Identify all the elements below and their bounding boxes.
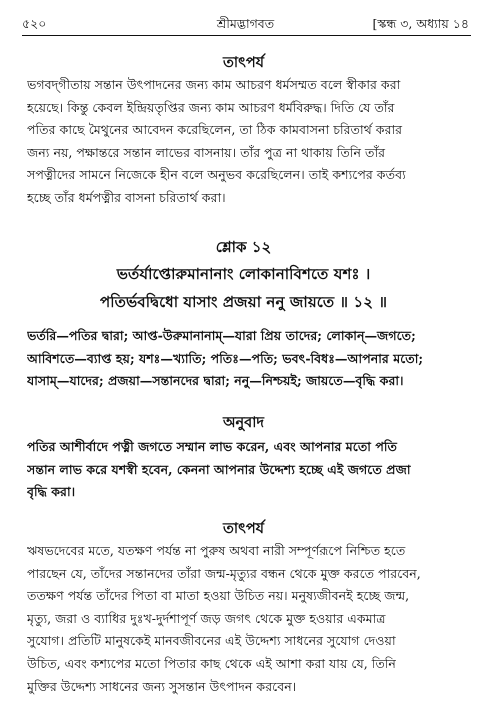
translation-paragraph	[27, 436, 465, 504]
purport-heading-2: তাৎপর্য	[222, 520, 265, 537]
purport-paragraph-2	[27, 540, 465, 698]
synonym-line: আবিশতে—ব্যাপ্ত হয়; যশঃ—খ্যাতি; পতিঃ—পতি; ভবৎ-বিধঃ—আপনার মতো;	[27, 350, 424, 366]
text-line: সন্তান লাভ করে যশস্বী হবেন, কেননা আপনার উদ্দেশ্য হচ্ছে এই জগতে প্রজা	[27, 461, 411, 477]
text-line: সপত্নীদের সামনে নিজেকে হীন বলে অনুভব করেছিলেন। তাই কশ্যপের কর্তব্য	[27, 167, 406, 183]
header-rule	[22, 35, 471, 36]
synonym-line: ভর্তরি—পতির দ্বারা; আপ্ত-উরুমানানাম্—যারা প্রিয় তাদের; লোকান্—জগতে;	[27, 328, 416, 343]
text-line: পতির কাছে মৈথুনের আবেদন করেছিলেন, তা ঠিক কামবাসনা চরিতার্থ করার	[27, 122, 403, 138]
text-line: বৃদ্ধি করা।	[27, 484, 76, 500]
text-line: ততক্ষণ পর্যন্ত তাঁদের পিতা বা মাতা হওয়া উচিত নয়। মনুষ্যজীবনই হচ্ছে জন্ম,	[27, 588, 410, 604]
canto-chapter-label: [স্কন্ধ ৩, অধ্যায় ১৪	[372, 16, 469, 31]
translation-heading: অনুবাদ	[222, 414, 265, 431]
page-number: ৫২০	[22, 16, 47, 31]
synonyms-block	[27, 325, 465, 393]
verse-line: ভর্তর্যাপ্তোরুমানানাং লোকানাবিশতে যশঃ ।	[116, 265, 371, 283]
text-line: পারছেন যে, তাঁদের সন্তানদের তাঁরা জন্ম-মৃত্যুর বন্ধন থেকে মুক্ত করতে পারবেন,	[27, 565, 421, 581]
text-line: উচিত, এবং কশ্যপের মতো পিতার কাছ থেকে এই আশা করা যায় যে, তিনি	[27, 655, 396, 671]
text-line: হচ্ছে তাঁর ধর্মপত্নীর বাসনা চরিতার্থ করা।	[27, 189, 226, 205]
text-line: ঋষভদেবের মতে, যতক্ষণ পর্যন্ত না পুরুষ অথবা নারী সম্পূর্ণরূপে নিশ্চিত হতে	[27, 543, 406, 558]
purport-heading-1: তাৎপর্য	[222, 54, 265, 71]
text-line: মৃত্যু, জরা ও ব্যাধির দুঃখ-দুর্দশাপূর্ণ জড় জগৎ থেকে মুক্ত হওয়ার একমাত্র	[27, 610, 386, 626]
text-line: ভগবদ্‌গীতায় সন্তান উৎপাদনের জন্য কাম আচরণ ধর্মসম্মত বলে স্বীকার করা	[27, 77, 401, 92]
text-line: হয়েছে। কিন্তু কেবল ইন্দ্রিয়তৃপ্তির জন্য কাম আচরণ ধর্মবিরুদ্ধ। দিতি যে তাঁর	[27, 99, 395, 115]
text-line: জন্য নয়, পক্ষান্তরে সন্তান লাভের বাসনায়। তাঁর পুত্র না থাকায় তিনি তাঁর	[27, 144, 386, 160]
book-title: শ্রীমদ্ভাগবত	[216, 16, 275, 31]
verse-number-heading: শ্লোক ১২	[215, 238, 272, 256]
verse-line: পতির্ভবদ্বিধো যাসাং প্রজয়া ননু জায়তে ॥ ১২ ॥	[99, 293, 388, 311]
running-header	[22, 16, 469, 36]
purport-paragraph-1	[27, 74, 465, 210]
synonym-line: যাসাম্—যাদের; প্রজয়া—সন্তানদের দ্বারা; ননু—নিশ্চয়ই; জায়তে—বৃদ্ধি করা।	[27, 373, 404, 389]
text-line: মুক্তির উদ্দেশ্য সাধনের জন্য সুসন্তান উৎপাদন করবেন।	[27, 678, 297, 694]
text-line: সুযোগ। প্রতিটি মানুষকেই মানবজীবনের এই উদ্দেশ্য সাধনের সুযোগ দেওয়া	[27, 633, 396, 649]
text-line: পতির আশীর্বাদে পত্নী জগতে সম্মান লাভ করেন, এবং আপনার মতো পতি	[27, 439, 397, 454]
